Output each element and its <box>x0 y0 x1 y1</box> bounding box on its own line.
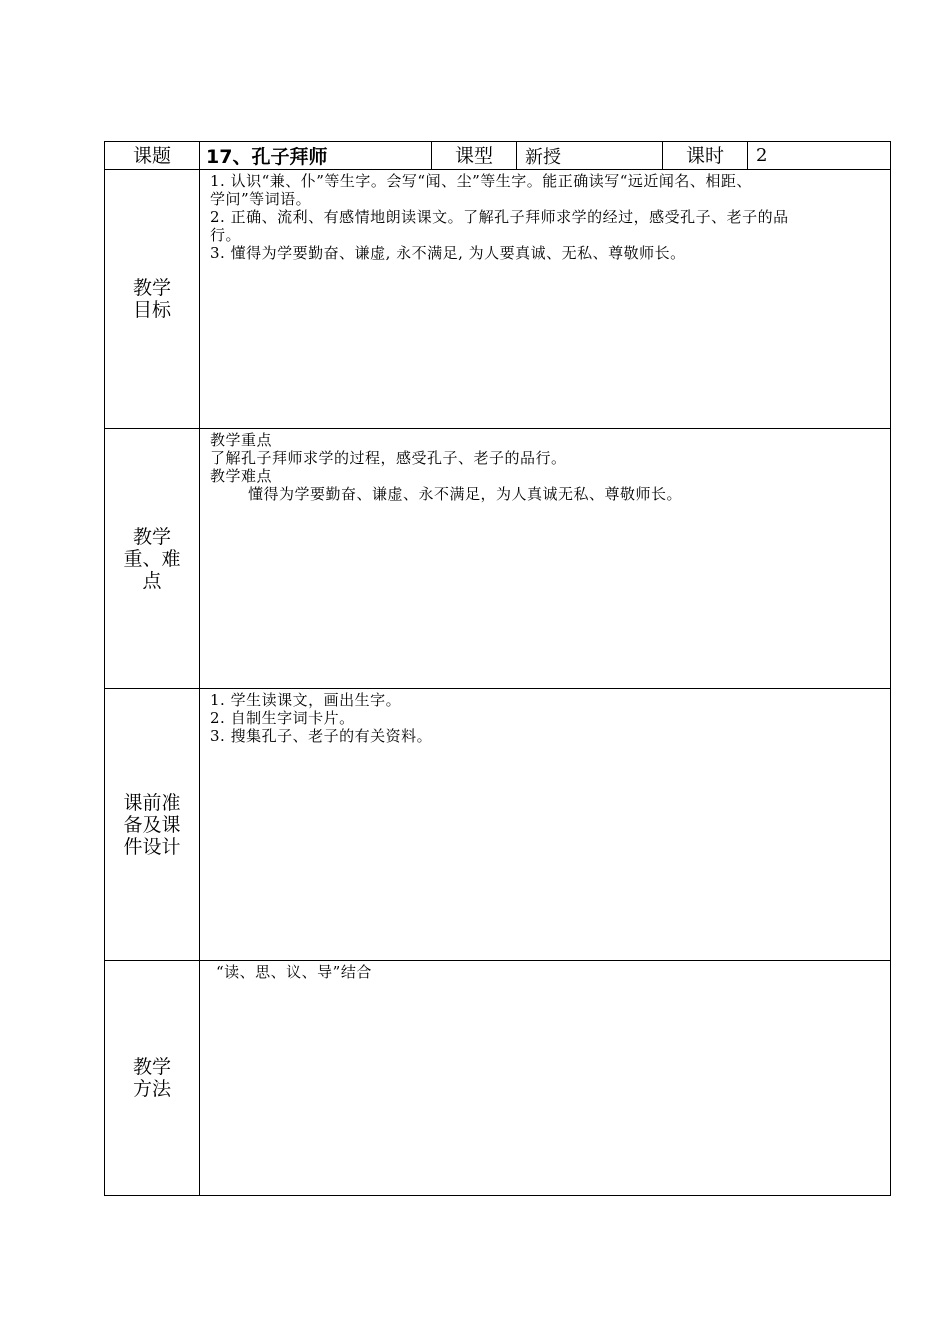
preparation-label: 课前准 备及课 件设计 <box>105 689 200 961</box>
methods-row <box>105 961 891 1196</box>
objectives-content <box>200 170 891 429</box>
methods-text: “读、思、议、导”结合 <box>216 963 372 981</box>
class-hours-label: 课时 <box>663 142 748 170</box>
preparation-item: 1. 学生读课文，画出生字。 <box>210 691 402 709</box>
lesson-type-label: 课型 <box>432 142 517 170</box>
key-points-label: 教学 重、难 点 <box>105 429 200 689</box>
topic-label: 课题 <box>105 142 200 170</box>
methods-content <box>200 961 891 1196</box>
class-hours-value: 2 <box>748 142 891 170</box>
preparation-item: 3. 搜集孔子、老子的有关资料。 <box>210 727 433 745</box>
preparation-content <box>200 689 891 961</box>
objective-line: 3. 懂得为学要勤奋、谦虚, 永不满足, 为人要真诚、无私、尊敬师长。 <box>210 244 686 262</box>
objective-line: 1. 认识“兼、仆”等生字。会写“闻、尘”等生字。能正确读写“远近闻名、相距、 <box>210 172 752 190</box>
objective-line: 学问”等词语。 <box>210 190 312 208</box>
lesson-plan-table <box>104 141 891 1196</box>
objectives-row <box>105 170 891 429</box>
key-points-row <box>105 429 891 689</box>
key-point-text: 了解孔子拜师求学的过程，感受孔子、老子的品行。 <box>210 449 567 467</box>
preparation-row <box>105 689 891 961</box>
objectives-label: 教学 目标 <box>105 170 200 429</box>
header-row <box>105 142 891 170</box>
lesson-type-value: 新授 <box>517 142 663 170</box>
methods-label: 教学 方法 <box>105 961 200 1196</box>
difficulty-text: 懂得为学要勤奋、谦虚、永不满足，为人真诚无私、尊敬师长。 <box>248 485 683 503</box>
key-points-content <box>200 429 891 689</box>
objective-line: 2. 正确、流利、有感情地朗读课文。了解孔子拜师求学的经过，感受孔子、老子的品 <box>210 208 789 226</box>
objective-line: 行。 <box>210 226 242 244</box>
lesson-title: 17、孔子拜师 <box>200 142 432 170</box>
preparation-item: 2. 自制生字词卡片。 <box>210 709 355 727</box>
key-point-title: 教学重点 <box>210 431 273 449</box>
difficulty-title: 教学难点 <box>210 467 273 485</box>
